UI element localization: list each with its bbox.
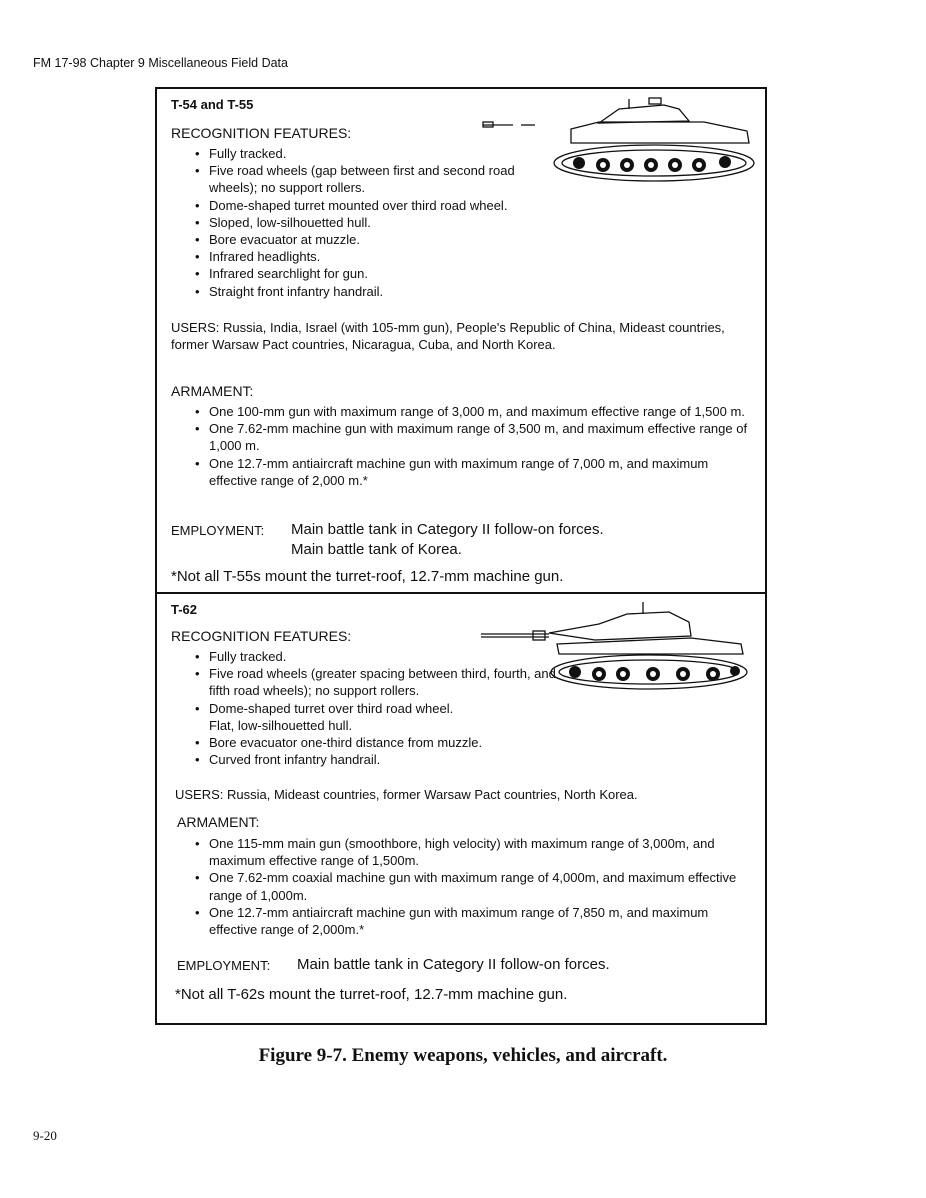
- t54-employment-2: Main battle tank of Korea.: [291, 541, 462, 558]
- t62-features-list: [193, 648, 573, 768]
- t62-feature-item: • Curved front infantry handrail.: [193, 751, 573, 768]
- t54-recognition-label: RECOGNITION FEATURES:: [171, 125, 352, 141]
- t54-employment-label: EMPLOYMENT:: [171, 523, 265, 538]
- t62-feature-item: Flat, low-silhouetted hull.: [209, 717, 353, 733]
- t54-feature-item: • Straight front infantry handrail.: [193, 283, 563, 300]
- t54-feature-item: • Five road wheels (gap between first and second road wheels); no support rollers.: [193, 162, 563, 196]
- t54-feature-item: • Infrared headlights.: [193, 248, 563, 265]
- t62-armament-list: [193, 835, 753, 938]
- t54-armament-item: • One 100-mm gun with maximum range of 3,000 m, and maximum effective range of 1,500 m.: [193, 403, 753, 420]
- t54-feature-item: • Fully tracked.: [193, 145, 563, 162]
- t54-armament-list: [193, 403, 753, 489]
- t62-feature-item: • Five road wheels (greater spacing between third, fourth, and fifth road wheels); no support rollers.: [193, 665, 573, 699]
- t54-footnote: *Not all T-55s mount the turret-roof, 12.7-mm machine gun.: [171, 568, 564, 585]
- t62-armament-item: • One 7.62-mm coaxial machine gun with maximum range of 4,000m, and maximum effective range of 1,000m.: [193, 869, 753, 903]
- t62-armament-item: • One 12.7-mm antiaircraft machine gun with maximum range of 7,850 m, and maximum effective range of 2,000m.*: [193, 904, 753, 938]
- t54-armament-item: • One 12.7-mm antiaircraft machine gun with maximum range of 7,000 m, and maximum effective range of 2,000 m.*: [193, 455, 753, 489]
- t62-section: [157, 594, 765, 1025]
- t62-feature-item: • Fully tracked.: [193, 648, 573, 665]
- t62-employment-1: Main battle tank in Category II follow-on forces.: [297, 956, 610, 973]
- t54-users: USERS: Russia, India, Israel (with 105-mm gun), People's Republic of China, Mideast countries, former Warsaw Pact countries, Nicaragua, Cuba, and North Korea.: [171, 320, 725, 353]
- t62-feature-item: • Dome-shaped turret over third road wheel.: [193, 700, 573, 717]
- t62-users: USERS: Russia, Mideast countries, former Warsaw Pact countries, North Korea.: [175, 787, 638, 802]
- t62-footnote: *Not all T-62s mount the turret-roof, 12.7-mm machine gun.: [175, 986, 568, 1003]
- t54-feature-item: • Bore evacuator at muzzle.: [193, 231, 563, 248]
- t62-employment-label: EMPLOYMENT:: [177, 958, 271, 973]
- t54-armament-label: ARMAMENT:: [171, 383, 254, 399]
- t54-feature-item: • Infrared searchlight for gun.: [193, 265, 563, 282]
- t54-title: T-54 and T-55: [171, 97, 254, 112]
- t54-feature-item: • Sloped, low-silhouetted hull.: [193, 214, 563, 231]
- t54-feature-item: • Dome-shaped turret mounted over third road wheel.: [193, 197, 563, 214]
- t62-feature-item: • Bore evacuator one-third distance from muzzle.: [193, 734, 573, 751]
- running-header: FM 17-98 Chapter 9 Miscellaneous Field Data: [33, 56, 288, 70]
- t54-armament-item: • One 7.62-mm machine gun with maximum range of 3,500 m, and maximum effective range of 1,000 m.: [193, 420, 753, 454]
- figure-caption: Figure 9-7. Enemy weapons, vehicles, and aircraft.: [258, 1045, 668, 1066]
- t62-armament-item: • One 115-mm main gun (smoothbore, high velocity) with maximum range of 3,000m, and maximum effective range of 1,500m.: [193, 835, 753, 869]
- page-number: 9-20: [33, 1128, 57, 1143]
- t62-title: T-62: [171, 602, 198, 617]
- t54-section: [157, 89, 765, 592]
- t54-employment-1: Main battle tank in Category II follow-on forces.: [291, 521, 604, 538]
- t62-armament-label: ARMAMENT:: [177, 814, 260, 830]
- t62-recognition-label: RECOGNITION FEATURES:: [171, 628, 352, 644]
- figure-frame: [155, 87, 767, 1025]
- t54-features-list: [193, 145, 563, 300]
